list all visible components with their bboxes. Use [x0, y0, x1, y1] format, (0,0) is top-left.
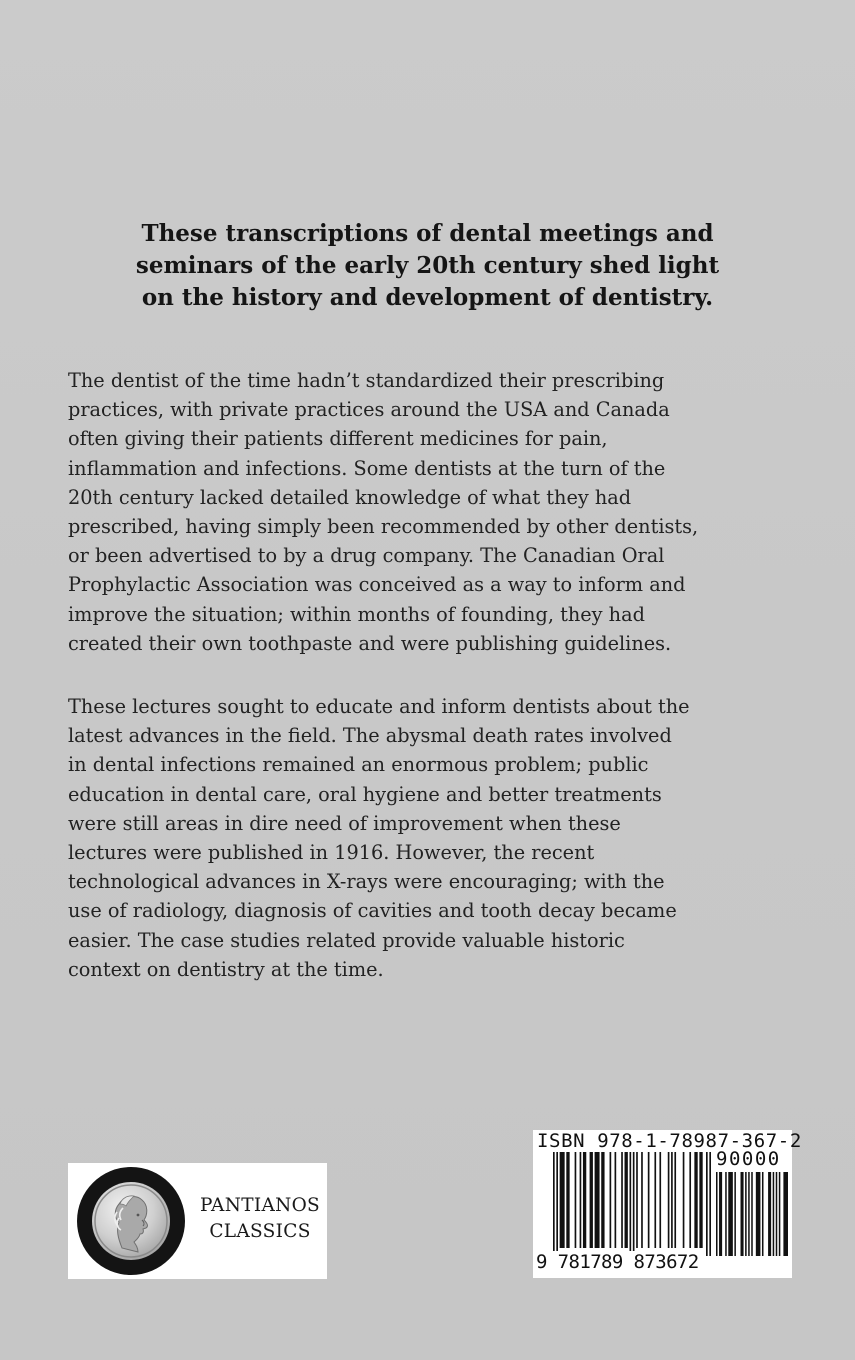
barcode-bar [674, 1152, 676, 1248]
isbn-barcode [533, 1130, 802, 1278]
barcode-guard-bar [706, 1152, 708, 1256]
barcode-bar [699, 1152, 702, 1248]
paragraph-line: 20th century lacked detailed knowledge of what they had [68, 485, 632, 509]
publisher-name-line-2: CLASSICS [209, 1221, 311, 1242]
barcode-bar [694, 1152, 697, 1248]
paragraph-line: latest advances in the field. The abysmal death rates involved [68, 724, 672, 748]
paragraph-line: easier. The case studies related provide valuable historic [68, 928, 625, 952]
barcode-guard-bar [556, 1152, 558, 1256]
cover-headline [100, 218, 755, 314]
paragraph-line: lectures were published in 1916. However, the recent [68, 841, 595, 865]
barcode-bar [671, 1152, 673, 1248]
barcode-bar [654, 1152, 656, 1248]
paragraph-line: prescribed, having simply been recommended by other dentists, [68, 515, 699, 539]
paragraph-line: The dentist of the time hadn’t standardized their prescribing [68, 369, 665, 392]
headline-line: These transcriptions of dental meetings and [141, 220, 714, 247]
paragraph-line: These lectures sought to educate and inform dentists about the [68, 695, 690, 718]
barcode-bar [648, 1152, 650, 1248]
description-paragraph-1 [68, 366, 798, 658]
barcode-guard-bar [630, 1152, 632, 1256]
addon-bar [776, 1172, 778, 1256]
paragraph-line: practices, with private practices around the USA and Canada [68, 398, 670, 422]
barcode-bar [566, 1152, 569, 1248]
barcode-bar [615, 1152, 617, 1248]
barcode-bar [580, 1152, 582, 1248]
addon-bar [745, 1172, 747, 1256]
publisher-logo [68, 1163, 327, 1279]
addon-bar [725, 1172, 727, 1256]
barcode-guard-bar [553, 1152, 555, 1256]
paragraph-line: created their own toothpaste and were publishing guidelines. [68, 631, 672, 655]
publisher-name-line-1: PANTIANOS [200, 1195, 321, 1216]
ean-digits: 9 781789 873672 [536, 1251, 699, 1273]
addon-bar [762, 1172, 764, 1256]
barcode-bar [668, 1152, 670, 1248]
paragraph-line: context on dentistry at the time. [68, 957, 384, 981]
logo-ring [77, 1167, 185, 1275]
barcode-bar [636, 1152, 638, 1248]
barcode-bar [659, 1152, 661, 1248]
publisher-name [200, 1193, 320, 1245]
addon-bar [773, 1172, 775, 1256]
barcode-bar [625, 1152, 628, 1248]
paragraph-line: use of radiology, diagnosis of cavities and tooth decay became [68, 899, 677, 923]
addon-bar [734, 1172, 736, 1256]
addon-bar [751, 1172, 753, 1256]
ean-barcode-bars [553, 1152, 711, 1256]
barcode-bar [601, 1152, 604, 1248]
addon-bar [719, 1172, 722, 1256]
addon-bar [748, 1172, 750, 1256]
addon-bar [756, 1172, 761, 1256]
barcode-guard-bar [633, 1152, 635, 1256]
addon-bar [716, 1172, 718, 1256]
headline-line: on the history and development of dentistry. [141, 284, 714, 311]
paragraph-line: were still areas in dire need of improvement when these [68, 811, 621, 835]
paragraph-line: often giving their patients different medicines for pain, [68, 427, 608, 451]
isbn-label: ISBN 978-1-78987-367-2 [537, 1130, 802, 1152]
barcode-bar [560, 1152, 565, 1248]
addon-bar [779, 1172, 781, 1256]
coin-portrait-drawing [92, 1182, 170, 1260]
paragraph-line: Prophylactic Association was conceived as a way to inform and [68, 573, 686, 597]
barcode-bar [575, 1152, 577, 1248]
barcode-bar [683, 1152, 685, 1248]
addon-barcode-bars [716, 1172, 788, 1256]
paragraph-line: improve the situation; within months of founding, they had [68, 602, 645, 626]
barcode-bar [689, 1152, 691, 1248]
paragraph-line: or been advertised to by a drug company. The Canadian Oral [68, 544, 665, 568]
paragraph-line: education in dental care, oral hygiene and better treatments [68, 782, 662, 806]
barcode-bar [595, 1152, 600, 1248]
barcode-bar [610, 1152, 612, 1248]
barcode-bar [590, 1152, 593, 1248]
addon-bar [768, 1172, 771, 1256]
paragraph-line: in dental infections remained an enormous problem; public [68, 753, 649, 777]
barcode-bar [583, 1152, 586, 1248]
barcode-guard-bar [709, 1152, 711, 1256]
headline-line: seminars of the early 20th century shed light [135, 252, 720, 279]
addon-bar [783, 1172, 788, 1256]
description-paragraph-2 [68, 692, 798, 984]
paragraph-line: technological advances in X-rays were encouraging; with the [68, 870, 665, 894]
addon-bar [728, 1172, 733, 1256]
barcode-bar [641, 1152, 643, 1248]
addon-bar [741, 1172, 744, 1256]
barcode-bar [621, 1152, 623, 1248]
paragraph-line: inflammation and infections. Some dentists at the turn of the [68, 456, 666, 480]
coin-portrait-icon [92, 1182, 170, 1260]
price-code: 90000 [716, 1148, 781, 1170]
